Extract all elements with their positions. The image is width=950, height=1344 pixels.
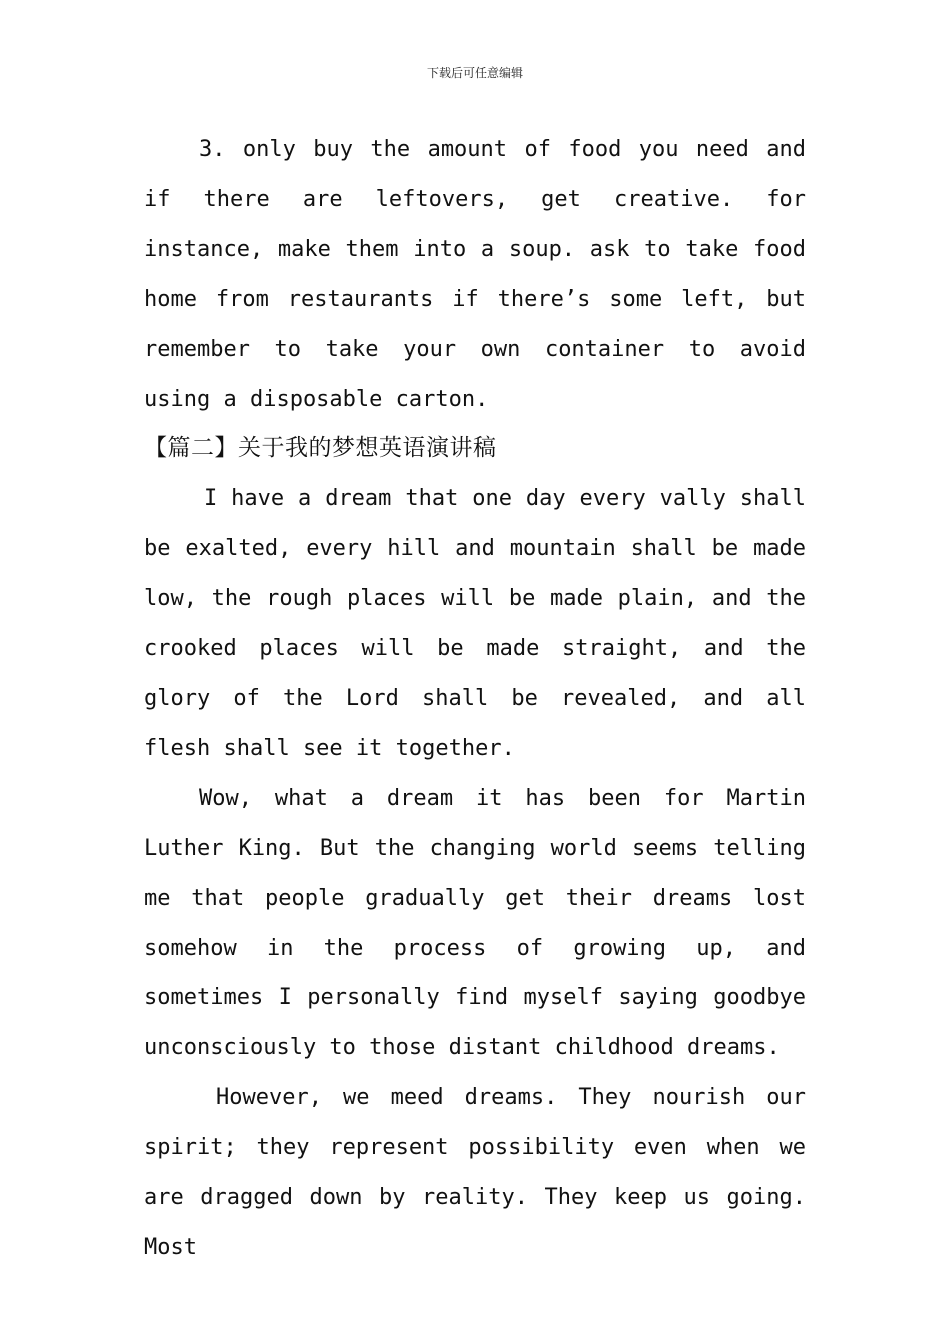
section-title: 【篇二】关于我的梦想英语演讲稿 bbox=[144, 435, 497, 462]
document-body bbox=[144, 125, 806, 1273]
paragraph-food-tip: 3. only buy the amount of food you need and if there are leftovers, get creative. for instance, make them into a soup. ask to take food home from restaurants if there’s some left, but remember to take your own container to avoid using a disposable carton. bbox=[144, 137, 806, 412]
paragraph-dream-quote: I have a dream that one day every vally shall be exalted, every hill and mountain shall be made low, the rough places will be made plain, and the crooked places will be made straight, and the glory of the Lord shall be revealed, and all flesh shall see it together. bbox=[144, 486, 806, 761]
header-note: 下载后可任意编辑 bbox=[426, 66, 523, 80]
paragraph-martin-luther-king: Wow, what a dream it has been for Martin Luther King. But the changing world seems telling me that people gradually get their dreams lost somehow in the process of growing up, and sometimes I personally find myself saying goodbye unconsciously to those distant childhood dreams. bbox=[144, 785, 806, 1061]
paragraph-we-need-dreams: However, we meed dreams. They nourish our spirit; they represent possibility even when we are dragged down by reality. They keep us going. Most bbox=[144, 1085, 806, 1260]
